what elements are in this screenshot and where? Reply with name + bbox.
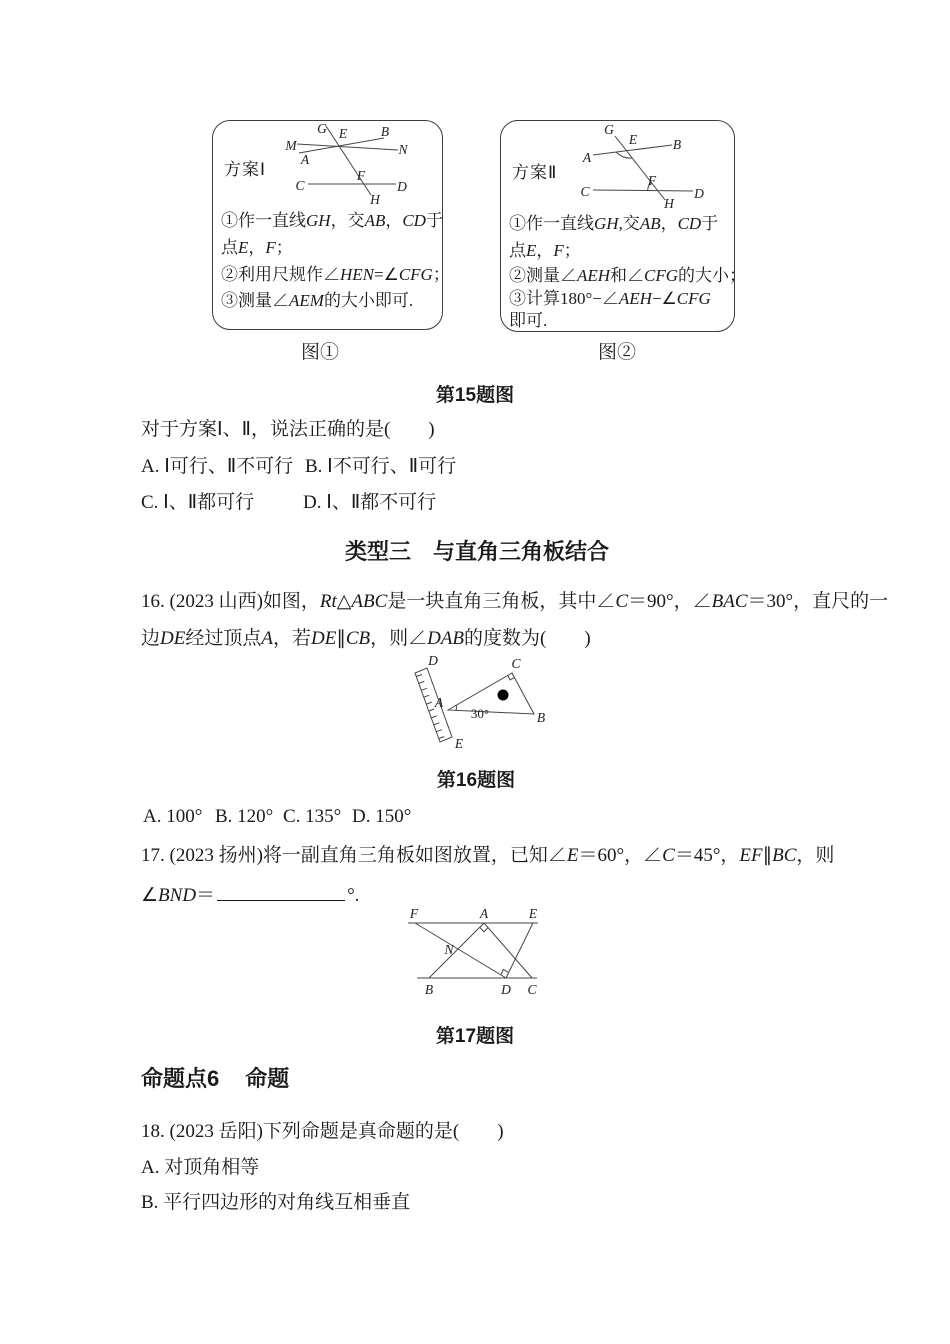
- point-label-A: A: [300, 152, 310, 167]
- point-label-H: H: [664, 196, 674, 210]
- point-label-C: C: [527, 982, 537, 997]
- triangle-outline: [448, 673, 534, 714]
- q15-option-b: B. Ⅰ不可行、Ⅱ可行: [305, 456, 457, 477]
- section-title-type3: 类型三 与直角三角板结合: [344, 539, 610, 564]
- plan2-step: ②测量∠AEH和∠CFG的大小；: [509, 266, 747, 285]
- section6-topic: 命题: [245, 1066, 290, 1091]
- point-label-C: C: [511, 656, 521, 671]
- plan1-step: ①作一直线GH，交AB，CD于: [221, 211, 443, 230]
- point-label-E: E: [338, 126, 348, 141]
- plan2-step: 点E，F；: [509, 241, 581, 260]
- ruler: [415, 668, 452, 742]
- q18-option-a: A. 对顶角相等: [141, 1157, 260, 1178]
- plan2-label: 方案Ⅱ: [512, 163, 558, 182]
- triangle-hole: [498, 690, 509, 701]
- point-label-N: N: [398, 142, 408, 157]
- point-label-B: B: [424, 982, 434, 997]
- plan1-label: 方案Ⅰ: [224, 160, 267, 179]
- point-label-G: G: [317, 123, 327, 136]
- point-label-D: D: [428, 655, 438, 668]
- q16-line1: 16. (2023 山西)如图，Rt△ABC是一块直角三角板，其中∠C＝90°，∠BAC＝30°，直尺的一: [141, 591, 889, 612]
- point-label-B: B: [672, 137, 682, 152]
- point-label-B: B: [380, 124, 390, 139]
- right-angle-mark-A: [480, 927, 488, 932]
- q16-line2: 边DE经过顶点A，若DE∥CB，则∠DAB的度数为( ): [141, 628, 591, 649]
- answer-blank: [217, 882, 345, 901]
- q15-option-a: A. Ⅰ可行、Ⅱ不可行: [141, 456, 294, 477]
- point-label-G: G: [604, 123, 614, 137]
- fig15b-diagram: [565, 123, 710, 210]
- q18-stem: 18. (2023 岳阳)下列命题是真命题的是( ): [141, 1121, 504, 1142]
- fig17-lines: [408, 923, 538, 978]
- point-label-C: C: [580, 184, 590, 199]
- point-label-F: F: [409, 906, 419, 921]
- point-label-A: A: [434, 695, 444, 710]
- fig17-caption: 第17题图: [435, 1026, 515, 1047]
- q16-option-a: A. 100°: [143, 806, 203, 827]
- point-label-F: F: [356, 168, 366, 183]
- line-AC: [484, 923, 532, 978]
- point-label-H: H: [370, 192, 380, 207]
- caption-fig1: 图①: [300, 342, 340, 363]
- q15-option-d: D. Ⅰ、Ⅱ都不可行: [303, 492, 437, 513]
- fig17-diagram: [405, 905, 545, 1005]
- q17-line2-post: °.: [347, 885, 360, 907]
- point-label-D: D: [397, 179, 407, 194]
- point-label-D: D: [501, 982, 511, 997]
- point-label-D: D: [694, 186, 704, 201]
- point-label-E: E: [454, 736, 464, 750]
- angle-30-arc: [456, 705, 457, 710]
- plan1-step: ②利用尺规作∠HEN=∠CFG；: [221, 265, 450, 284]
- q18-option-b: B. 平行四边形的对角线互相垂直: [141, 1192, 411, 1213]
- q17-line1: 17. (2023 扬州)将一副直角三角板如图放置，已知∠E＝60°，∠C＝45°，EF∥BC，则: [141, 845, 835, 866]
- fig15-caption: 第15题图: [435, 385, 515, 406]
- q16-option-b: B. 120°: [215, 806, 274, 827]
- point-label-E: E: [528, 906, 538, 921]
- point-label-E: E: [628, 132, 638, 147]
- line-DF: [415, 923, 506, 978]
- fig16-caption: 第16题图: [436, 770, 516, 791]
- line-GH: [326, 126, 371, 195]
- angle-30-label: 30°: [470, 706, 490, 721]
- plan2-step: ③计算180°−∠AEH−∠CFG: [509, 289, 711, 308]
- point-label-F: F: [647, 173, 657, 188]
- q15-stem: 对于方案Ⅰ、Ⅱ，说法正确的是( ): [141, 419, 435, 440]
- line-DE: [506, 923, 533, 978]
- section6-number: 命题点6: [141, 1066, 220, 1091]
- plan1-step: 点E，F；: [221, 238, 293, 257]
- q17-line2-pre: ∠BND＝: [141, 885, 216, 907]
- set-square-triangle: [448, 673, 534, 714]
- plan2-step: 即可.: [509, 311, 548, 330]
- point-label-N: N: [444, 942, 454, 957]
- fig15a-diagram: [280, 123, 415, 208]
- section-title-mingtidian6: [141, 1066, 289, 1092]
- line-CD: [593, 190, 693, 191]
- line-AB: [429, 923, 484, 978]
- point-label-M: M: [285, 138, 297, 153]
- q15-option-c: C. Ⅰ、Ⅱ都可行: [141, 492, 255, 513]
- ruler-body: [415, 668, 452, 742]
- fig16-diagram: [395, 655, 555, 750]
- q16-option-d: D. 150°: [352, 806, 412, 827]
- point-label-C: C: [295, 178, 305, 193]
- q17-line2: [141, 882, 359, 908]
- plan1-step: ③测量∠AEM的大小即可.: [221, 291, 414, 310]
- caption-fig2: 图②: [597, 342, 637, 363]
- point-label-B: B: [536, 710, 546, 725]
- point-label-A: A: [582, 150, 592, 165]
- point-label-A: A: [479, 906, 489, 921]
- q16-option-c: C. 135°: [283, 806, 342, 827]
- plan2-step: ①作一直线GH,交AB，CD于: [509, 214, 719, 233]
